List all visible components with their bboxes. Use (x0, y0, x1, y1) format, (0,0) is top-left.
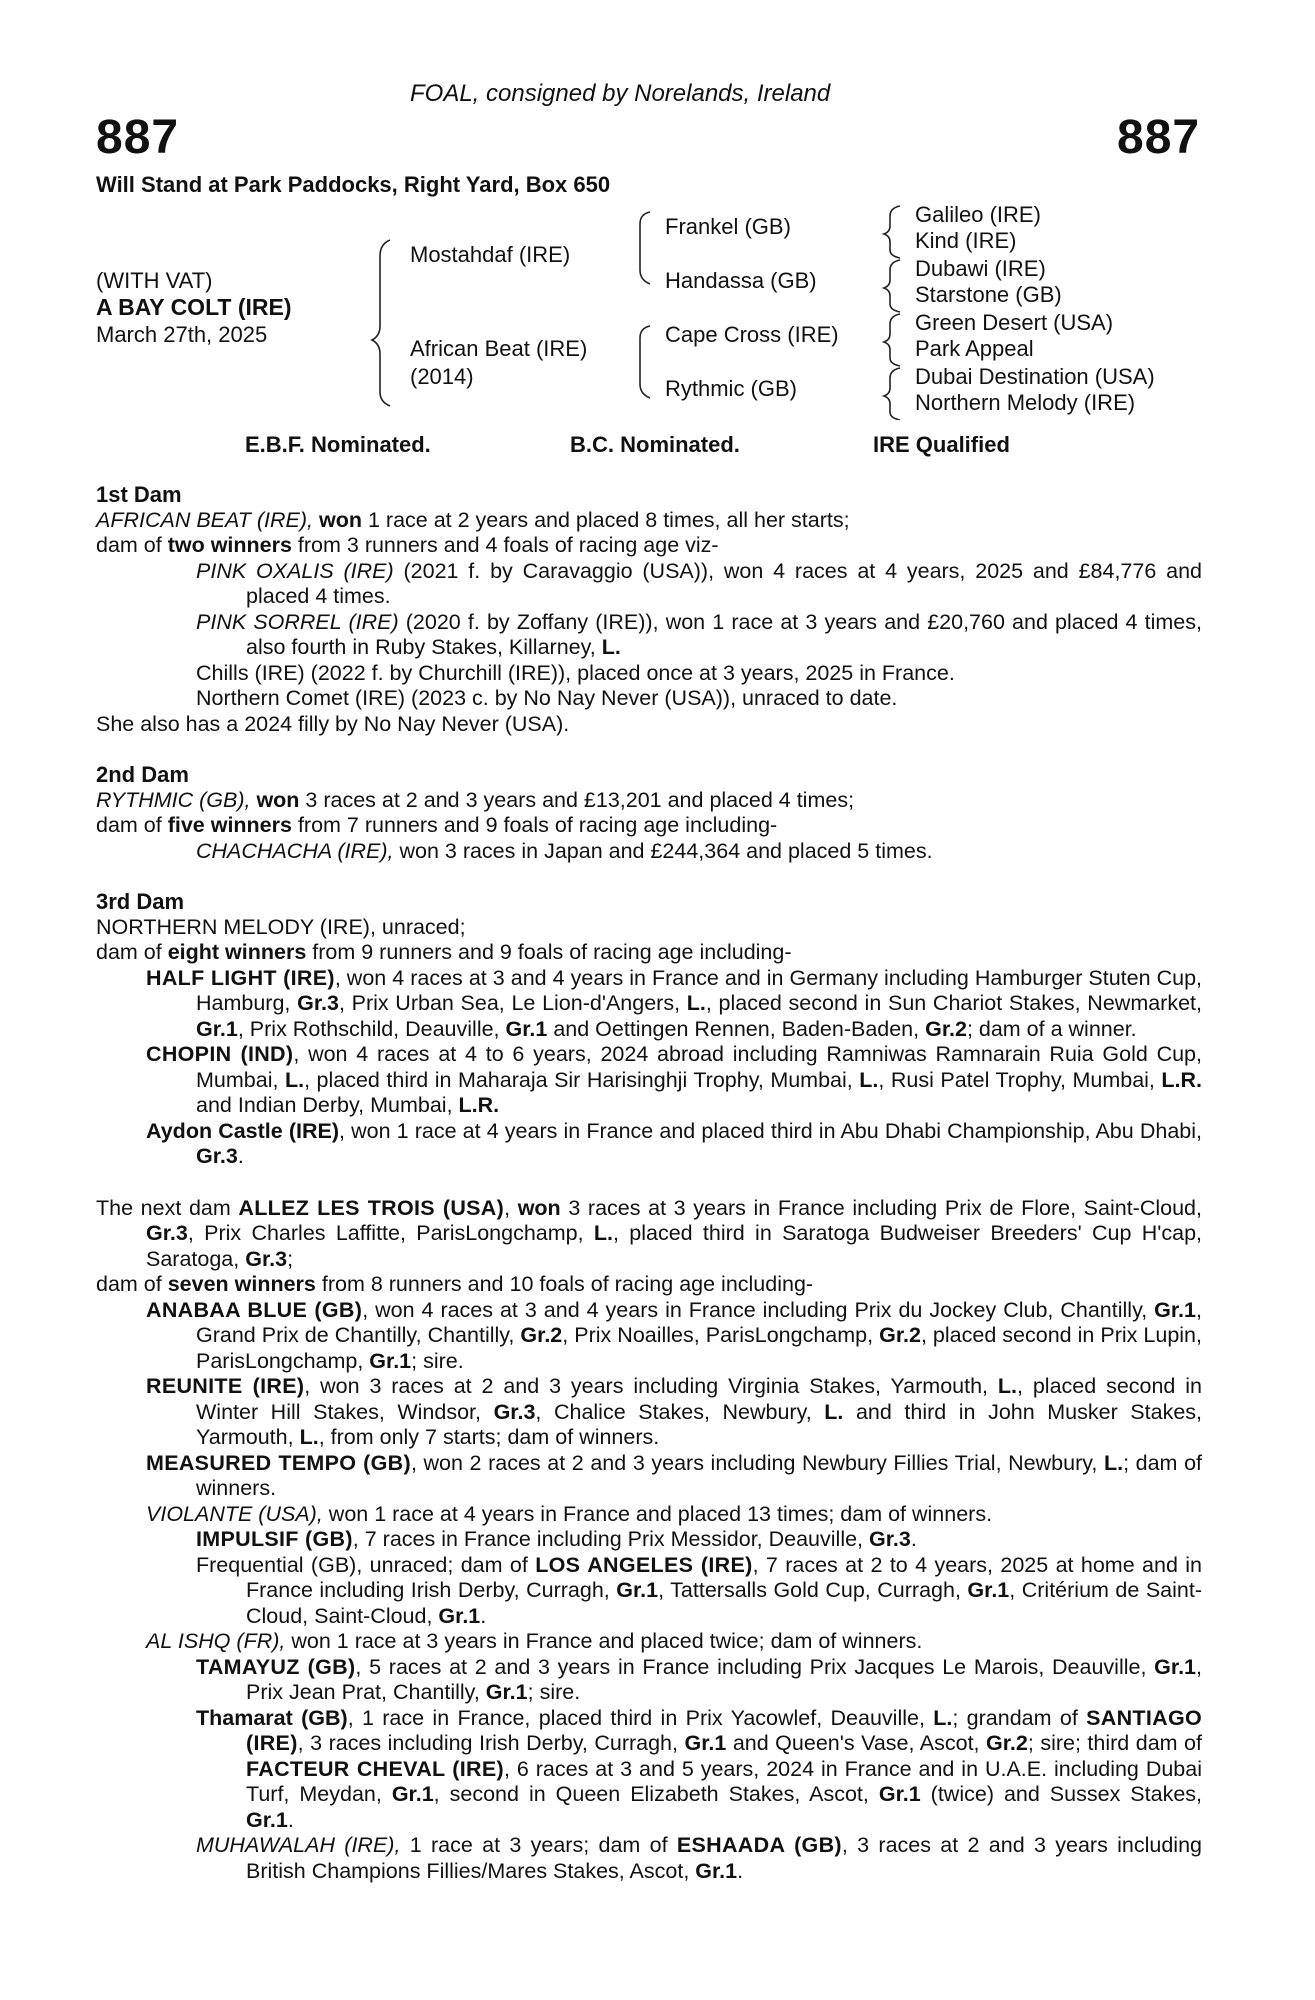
next-dam-produce: dam of seven winners from 8 runners and 10 foals of racing age including- (96, 1272, 814, 1296)
brace-ggp1 (884, 206, 900, 258)
progeny-impulsif: IMPULSIF (GB), 7 races in France including Prix Messidor, Deauville, Gr.3. (196, 1527, 917, 1551)
third-dam-heading: 3rd Dam (96, 889, 185, 914)
lot-number-right: 887 (1117, 111, 1201, 164)
progeny-chachacha: CHACHACHA (IRE), won 3 races in Japan and £244,364 and placed 5 times. (196, 838, 933, 863)
progeny-al-ishq: AL ISHQ (FR), won 1 race at 3 years in France and placed twice; dam of winners. (146, 1629, 923, 1653)
sire-sire: Frankel (GB) (665, 214, 791, 239)
progeny-measured-tempo: MEASURED TEMPO (GB), won 2 races at 2 and 3 years including Newbury Fillies Trial, Newbury, L.; dam of winners. (146, 1450, 1202, 1500)
dam: African Beat (IRE) (410, 336, 588, 361)
brace-ggp3 (884, 314, 900, 366)
ggp-7: Dubai Destination (USA) (915, 364, 1155, 389)
brace-dam (640, 326, 650, 398)
progeny-anabaa-blue: ANABAA BLUE (GB), won 4 races at 3 and 4 years in France including Prix du Jockey Club, Chantilly, Gr.1, Grand Prix de Chantilly, Chantilly, Gr.2, Prix Noailles, ParisLongchamp, Gr.2, placed second in Prix Lupin, ParisLongchamp, Gr.1; sire. (146, 1297, 1202, 1373)
first-dam-line2: dam of two winners from 3 runners and 4 foals of racing age viz- (96, 533, 719, 557)
brace-main (372, 240, 390, 406)
brace-ggp2 (884, 260, 900, 312)
third-dam-line1: NORTHERN MELODY (IRE), unraced; (96, 914, 466, 939)
progeny-reunite: REUNITE (IRE), won 3 races at 2 and 3 years including Virginia Stakes, Yarmouth, L., placed second in Winter Hill Stakes, Windsor, Gr.3, Chalice Stakes, Newbury, L. and third in John Musker Stakes, Yarmouth, L., from only 7 starts; dam of winners. (146, 1374, 1203, 1449)
second-dam-heading: 2nd Dam (96, 762, 189, 787)
next-dam-line: The next dam ALLEZ LES TROIS (USA), won 3 races at 3 years in France including Prix de Flore, Saint-Cloud, Gr.3, Prix Charles Laffitte, ParisLongchamp, L., placed third in Saratoga Budweiser Breeders' Cup H'cap, Saratoga, Gr.3; (96, 1195, 1202, 1271)
progeny-muhawalah: MUHAWALAH (IRE), 1 race at 3 years; dam of ESHAADA (GB), 3 races at 2 and 3 years including British Champions Fillies/Mares Stakes, Ascot, Gr.1. (196, 1833, 1202, 1883)
progeny-northern-comet: Northern Comet (IRE) (2023 c. by No Nay Never (USA)), unraced to date. (196, 686, 898, 710)
progeny-chopin: CHOPIN (IND), won 4 races at 4 to 6 years, 2024 abroad including Ramniwas Ramnarain Ruia Gold Cup, Mumbai, L., placed third in Maharaja Sir Harisinghji Trophy, Mumbai, L., Rusi Patel Trophy, Mumbai, L.R. and Indian Derby, Mumbai, L.R. (146, 1042, 1203, 1117)
progeny-pink-oxalis: PINK OXALIS (IRE) (2021 f. by Caravaggio (USA)), won 4 races at 4 years, 2025 and £84,776 and placed 4 times. (196, 558, 1202, 608)
dam-year: (2014) (410, 364, 474, 389)
progeny-pink-sorrel: PINK SORREL (IRE) (2020 f. by Zoffany (IRE)), won 1 race at 3 years and £20,760 and placed 4 times, also fourth in Ruby Stakes, Killarney, L. (196, 609, 1202, 659)
bc-nominated: B.C. Nominated. (570, 432, 740, 457)
ggp-2: Kind (IRE) (915, 228, 1017, 253)
ggp-6: Park Appeal (915, 336, 1034, 361)
ire-qualified: IRE Qualified (873, 432, 1010, 457)
dam-dam: Rythmic (GB) (665, 376, 797, 401)
progeny-half-light: HALF LIGHT (IRE), won 4 races at 3 and 4 years in France and in Germany including Hamburger Stuten Cup, Hamburg, Gr.3, Prix Urban Sea, Le Lion-d'Angers, L., placed second in Sun Chariot Stakes, Newmarket, Gr.1, Prix Rothschild, Deauville, Gr.1 and Oettingen Rennen, Baden-Baden, Gr.2; dam of a winner. (146, 965, 1203, 1041)
progeny-frequential: Frequential (GB), unraced; dam of LOS ANGELES (IRE), 7 races at 2 to 4 years, 2025 at home and in France including Irish Derby, Curragh, Gr.1, Tattersalls Gold Cup, Curragh, Gr.1, Critérium de Saint-Cloud, Saint-Cloud, Gr.1. (196, 1552, 1203, 1628)
second-dam-line2: dam of five winners from 7 runners and 9 foals of racing age including- (96, 813, 778, 837)
progeny-tamayuz: TAMAYUZ (GB), 5 races at 2 and 3 years in France including Prix Jacques Le Marois, Deauville, Gr.1, Prix Jean Prat, Chantilly, Gr.1; sire. (196, 1654, 1202, 1704)
pedigree-brackets (0, 0, 1315, 420)
dam-sire: Cape Cross (IRE) (665, 322, 839, 347)
third-dam-line2: dam of eight winners from 9 runners and 9 foals of racing age including- (96, 940, 792, 964)
vat-note: (WITH VAT) (96, 268, 213, 293)
ggp-1: Galileo (IRE) (915, 202, 1041, 227)
progeny-thamarat: Thamarat (GB), 1 race in France, placed third in Prix Yacowlef, Deauville, L.; grandam of SANTIAGO (IRE), 3 races including Irish Derby, Curragh, Gr.1 and Queen's Vase, Ascot, Gr.2; sire; third dam of FACTEUR CHEVAL (IRE), 6 races at 3 and 5 years, 2024 in France and in U.A.E. including Dubai Turf, Meydan, Gr.1, second in Queen Elizabeth Stakes, Ascot, Gr.1 (twice) and Sussex Stakes, Gr.1. (196, 1705, 1202, 1832)
ggp-8: Northern Melody (IRE) (915, 390, 1136, 415)
sire-dam: Handassa (GB) (665, 268, 817, 293)
ggp-4: Starstone (GB) (915, 282, 1062, 307)
sire: Mostahdaf (IRE) (410, 242, 571, 267)
first-dam-line1: AFRICAN BEAT (IRE), won 1 race at 2 years and placed 8 times, all her starts; (96, 507, 850, 532)
progeny-violante: VIOLANTE (USA), won 1 race at 4 years in France and placed 13 times; dam of winners. (146, 1501, 993, 1526)
brace-ggp4 (884, 368, 900, 420)
ggp-5: Green Desert (USA) (915, 310, 1114, 335)
progeny-aydon-castle: Aydon Castle (IRE), won 1 race at 4 years in France and placed third in Abu Dhabi Championship, Abu Dhabi, Gr.3. (146, 1118, 1202, 1168)
brace-sire (640, 212, 650, 284)
catalogue-body (96, 482, 1202, 1884)
progeny-chills: Chills (IRE) (2022 f. by Churchill (IRE)), placed once at 3 years, 2025 in France. (196, 660, 955, 685)
first-dam-note: She also has a 2024 filly by No Nay Never (USA). (96, 711, 570, 736)
second-dam-line1: RYTHMIC (GB), won 3 races at 2 and 3 years and £13,201 and placed 4 times; (96, 787, 855, 812)
ggp-3: Dubawi (IRE) (915, 256, 1046, 281)
consignment-line: FOAL, consigned by Norelands, Ireland (410, 80, 831, 107)
foaling-date: March 27th, 2025 (96, 322, 268, 347)
horse-name: A BAY COLT (IRE) (96, 294, 292, 320)
first-dam-heading: 1st Dam (96, 482, 182, 507)
ebf-nominated: E.B.F. Nominated. (245, 432, 431, 457)
stand-location: Will Stand at Park Paddocks, Right Yard, Box 650 (96, 172, 611, 197)
lot-number-left: 887 (96, 111, 180, 164)
